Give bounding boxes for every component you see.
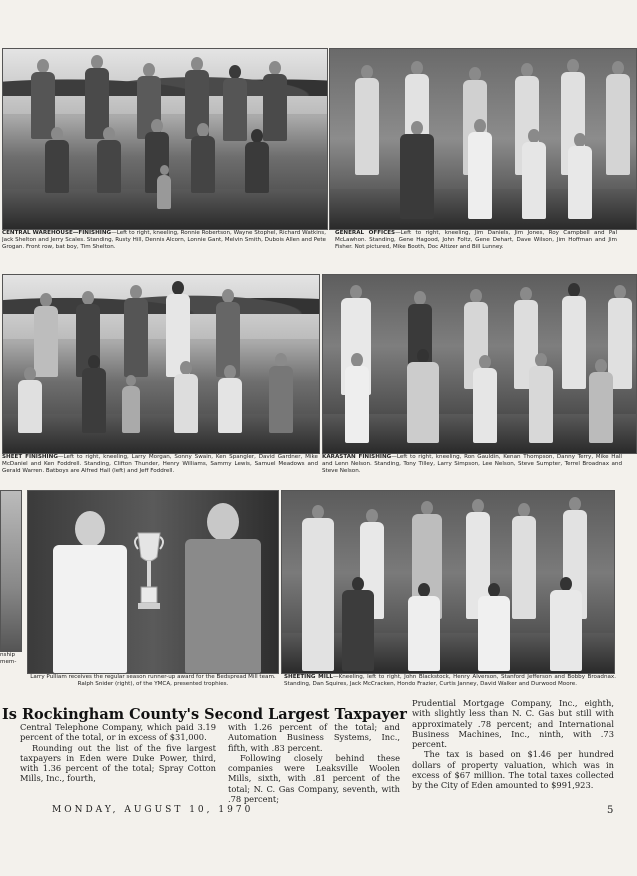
caption-sheeting-mill — [284, 674, 616, 698]
caption-title: CENTRAL WAREHOUSE—FINISHING — [2, 230, 112, 236]
caption-central-warehouse — [2, 230, 326, 270]
article-column-2 — [228, 722, 400, 804]
caption-text: Larry Pulliam receives the regular season runner-up award for the Bedspread Mill team. Ralph Snider (right), of the YMCA, presented trophies. — [30, 674, 276, 688]
paragraph: Central Telephone Company, which paid 3.19 percent of the total, or in excess of $31,000. — [20, 722, 216, 743]
caption-karastan-finishing — [322, 454, 622, 486]
photo-trophy-presentation — [27, 490, 279, 674]
photo-left-fragment — [0, 490, 22, 652]
caption-text: —Kneeling, left to right, John Blackstock, Henry Alverson, Stanford Jefferson and Bobby Broadnax. Standing, Dan Squires, Jack McCracken, Hondo Frazier, Curtis Janney, David Walker and Durwood Moore. — [284, 674, 616, 688]
paragraph: Prudential Mortgage Company, Inc., eighth, with slightly less than N. C. Gas but still with approximately .78 percent; and International Business Machines, Inc., ninth, with .73 percent. — [412, 698, 614, 750]
article-headline: Is Rockingham County's Second Largest Taxpayer — [2, 706, 407, 723]
caption-general-offices — [335, 230, 617, 270]
article-column-1 — [20, 722, 216, 784]
footer-date: MONDAY, AUGUST 10, 1970 — [52, 805, 254, 815]
caption-text: nship mem- — [0, 652, 17, 666]
photo-sheet-finishing — [2, 274, 320, 454]
photo-central-warehouse — [2, 48, 328, 230]
paragraph: The tax is based on $1.46 per hundred dollars of property valuation, which was in excess of $67 million. The total taxes collected by the City of Eden amounted to $991,923. — [412, 749, 614, 791]
caption-trophy — [30, 674, 276, 698]
photo-karastan-finishing — [322, 274, 637, 454]
caption-title: GENERAL OFFICES — [335, 230, 396, 236]
caption-left-fragment — [0, 652, 24, 676]
caption-text: —Left to right, kneeling, Ronnie Robertson, Wayne Stophel, Richard Watkins, Jack Shelton and Jerry Scales. Standing, Rusty Hill, Dennis Alcorn, Lonnie Gant, Melvin Smith, Dubois Allen and Pete Grogan. Front row, bat boy, Tim Shelton. — [2, 230, 326, 251]
caption-text: —Left to right, kneeling, Jim Daniels, Jim Jones, Roy Campbell and Pal McLawhon. Standing, Gene Hagood, John Foltz, Gene Dehart, Dave Wilson, Jim Hoffman and Jim Fisher. Not pictured, Mike Booth, Doc Altizer and Bill Lunney. — [335, 230, 617, 251]
page-number: 5 — [607, 805, 614, 816]
caption-title: SHEETING MILL — [284, 674, 333, 680]
photo-sheeting-mill — [281, 490, 615, 674]
caption-text: —Left to right, kneeling, Ron Gauldin, Kenan Thompson, Danny Terry, Mike Hall and Lenn Nelson. Standing, Tony Tilley, Larry Simpson, Lee Nelson, Steve Sumpter, Terrel Broadnax and Steve Nelson. — [322, 454, 622, 475]
paragraph: Following closely behind these companies were Leaksville Woolen Mills, sixth, with .81 percent of the total; N. C. Gas Company, seventh, with .78 percent; — [228, 752, 400, 805]
paragraph: with 1.26 percent of the total; and Automation Business Systems, Inc., fifth, with .83 percent. — [228, 722, 400, 753]
paragraph: Rounding out the list of the five largest taxpayers in Eden were Duke Power, third, with 1.36 percent of the total; Spray Cotton Mills, Inc., fourth, — [20, 742, 216, 784]
trophy-icon — [132, 527, 166, 617]
photo-general-offices — [329, 48, 637, 230]
caption-sheet-finishing — [2, 454, 318, 486]
article-column-3 — [412, 698, 614, 791]
caption-title: KARASTAN FINISHING — [322, 454, 392, 460]
caption-title: SHEET FINISHING — [2, 454, 58, 460]
caption-text: —Left to right, kneeling, Larry Morgan, Sonny Swain, Ken Spangler, David Gardner, Mike McDaniel and Ken Foddrell. Standing, Clifton Thunder, Henry Williams, Sammy Lewis, Samuel Meadows and Gerald Warren. Batboys are Alfred Hall (left) and Jeff Foddrell. — [2, 454, 318, 475]
